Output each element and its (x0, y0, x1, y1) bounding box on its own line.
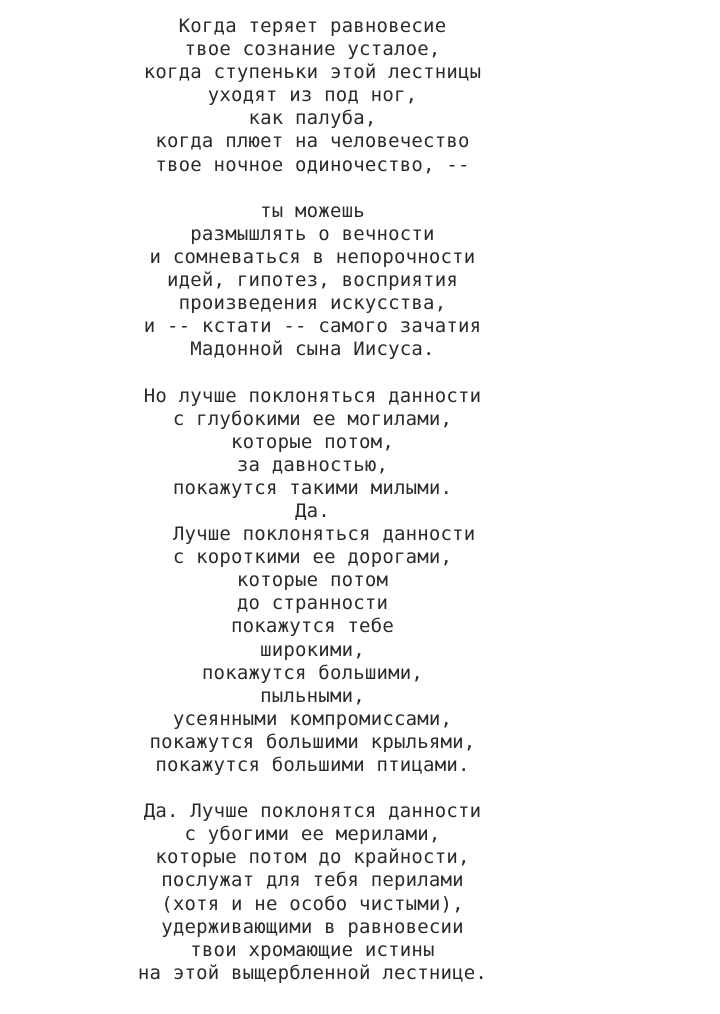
poem-line: произведения искусства, (178, 292, 447, 315)
poem-line: твои хромающие истины (190, 938, 435, 961)
poem-line: покажутся большими, (201, 661, 424, 684)
stanza-break (0, 777, 625, 800)
poem-line: которые потом, (231, 430, 394, 453)
poem-line: покажутся большими крыльями, (149, 730, 476, 753)
poem-line: когда плюет на человечество (155, 130, 470, 153)
poem-line: покажутся большими птицами. (155, 754, 470, 776)
poem-line: уходят из под ног, (207, 84, 418, 107)
poem-line: послужат для тебя перилами (161, 869, 464, 892)
poem-line: когда ступеньки этой лестницы (143, 61, 482, 84)
stanza-break (0, 361, 625, 384)
poem-line: которые потом до крайности, (155, 846, 470, 869)
poem-line: твое ночное одиночество, -- (155, 153, 470, 176)
poem-line: (хотя и не особо чистыми), (161, 892, 464, 915)
poem-line: Когда теряет равновесие (178, 15, 447, 37)
poem-line: покажутся такими милыми. (172, 476, 453, 499)
poem-line: и сомневаться в непорочности (149, 245, 476, 268)
poem-line: за давностью, (236, 453, 389, 476)
poem-line: усеянными компромиссами, (172, 707, 453, 730)
poem-line: идей, гипотез, восприятия (167, 269, 458, 292)
poem-line: широкими, (260, 638, 365, 661)
poem-line: Да. Лучше поклонятся данности (143, 800, 482, 823)
poem-line: Лучше поклоняться данности (149, 523, 476, 546)
poem-line: и -- кстати -- самого зачатия (143, 315, 482, 338)
poem-line: которые потом (236, 569, 389, 592)
poem-line: до странности (236, 592, 389, 615)
poem-line: с глубокими ее могилами, (172, 407, 453, 430)
stanza-break (0, 177, 625, 200)
poem-line: покажутся тебе (231, 615, 394, 638)
poem-line: удерживающими в равновесии (161, 915, 464, 938)
poem-line: с убогими ее мерилами, (184, 823, 441, 846)
poem-line: на этой выщербленной лестнице. (137, 961, 488, 984)
poem-text (0, 15, 625, 985)
poem-line: Мадонной сына Иисуса. (190, 338, 435, 361)
poem-line: твое сознание усталое, (184, 38, 441, 61)
poem-line: с короткими ее дорогами, (172, 546, 453, 569)
poem-line: ты можешь (260, 199, 365, 222)
poem-line: как палуба, (248, 107, 377, 130)
poem-line: Да. (295, 499, 330, 522)
poem-line: Но лучше поклоняться данности (143, 384, 482, 407)
poem-line: пыльными, (260, 684, 365, 707)
poem-line: размышлять о вечности (190, 222, 435, 245)
